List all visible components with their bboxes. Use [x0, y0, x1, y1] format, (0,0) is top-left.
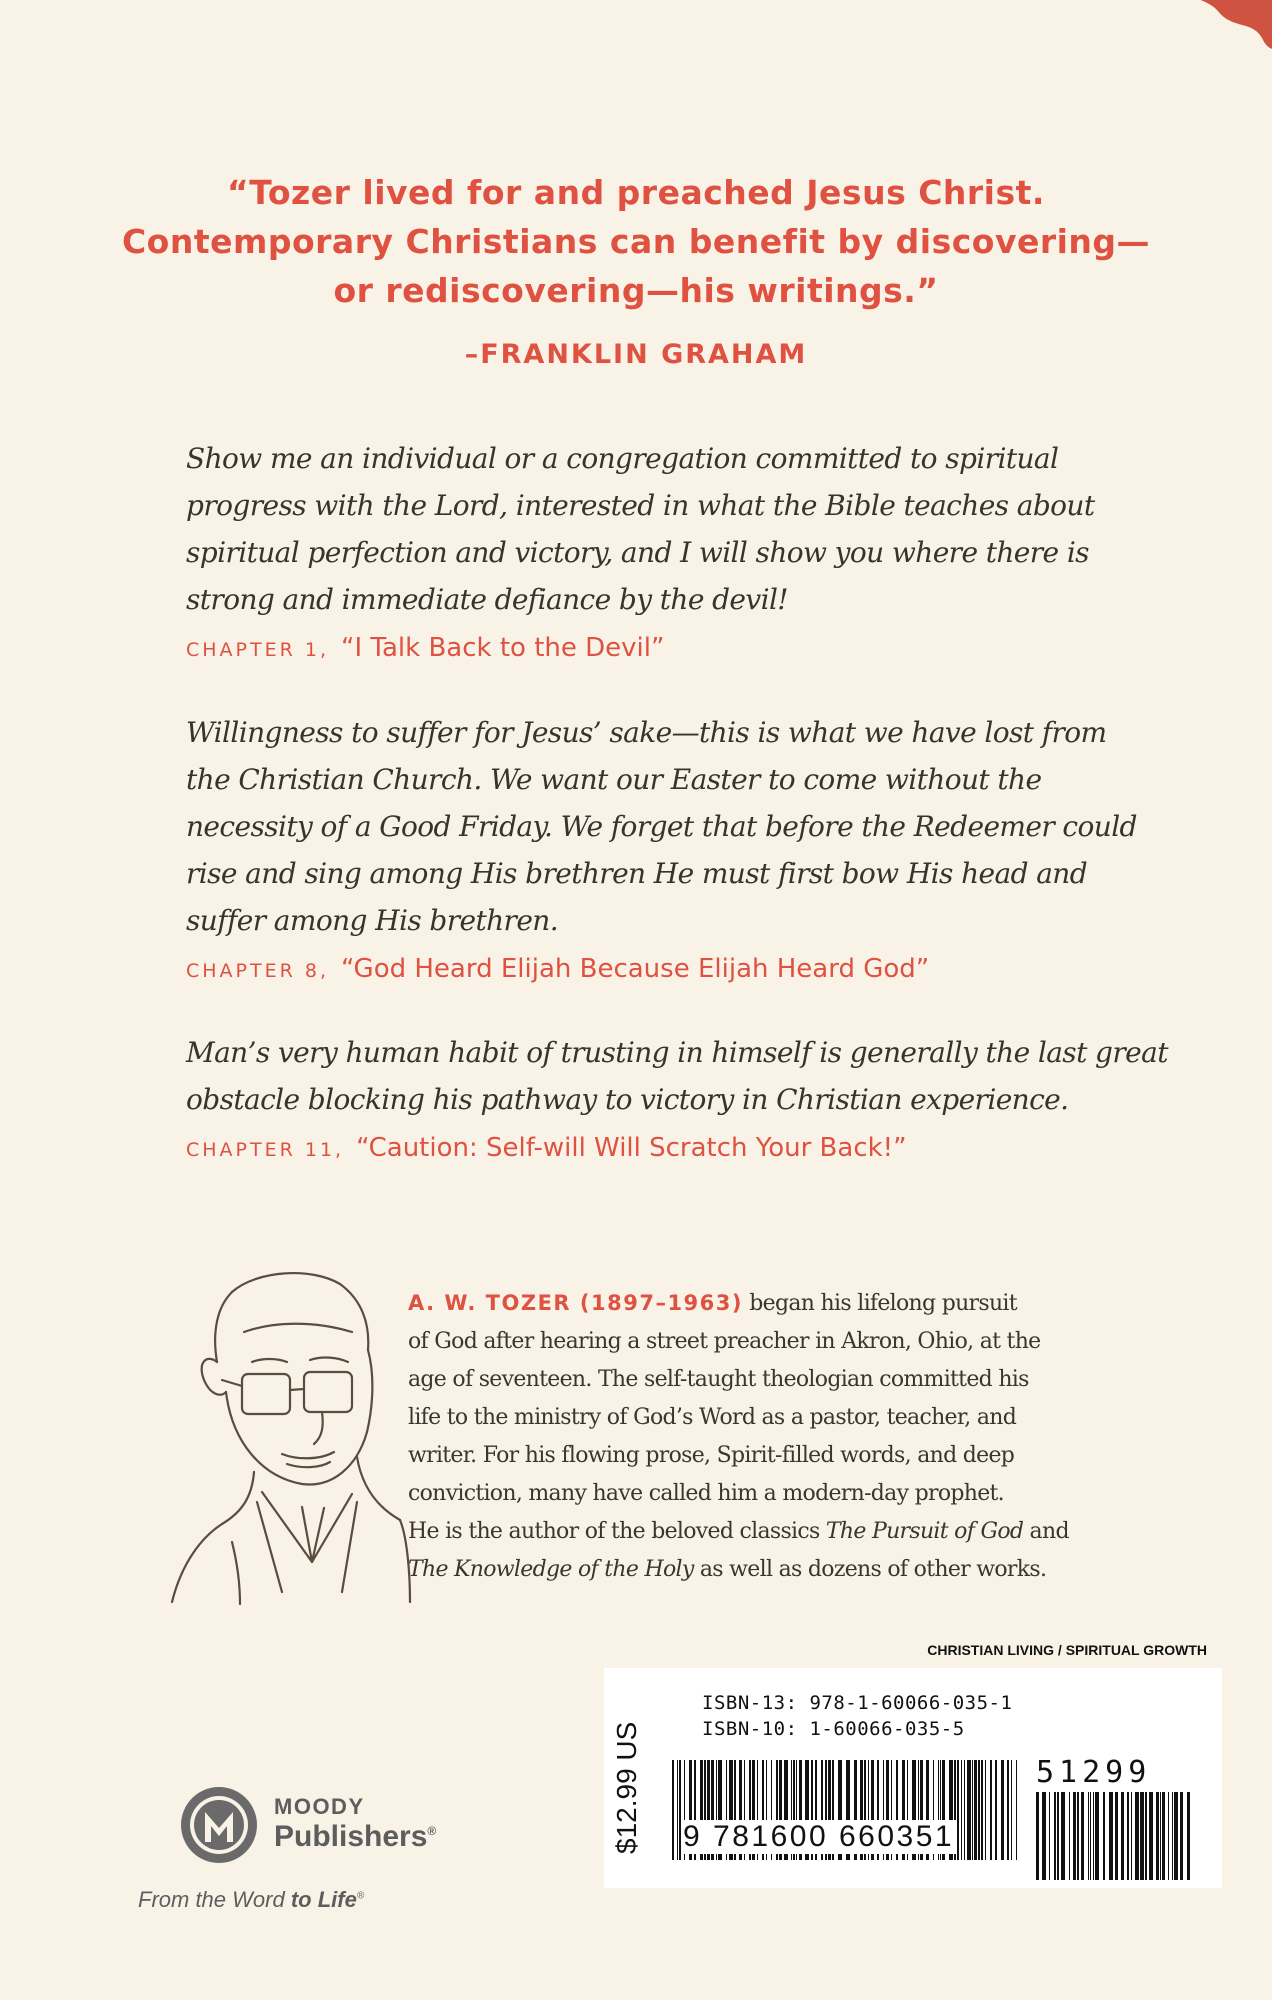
barcode-bar [1036, 1792, 1039, 1880]
barcode-bar [1168, 1792, 1169, 1880]
quote-attribution: –FRANKLIN GRAHAM [464, 339, 808, 370]
tozer-portrait-illustration [162, 1262, 412, 1607]
category-label: CHRISTIAN LIVING / SPIRITUAL GROWTH [927, 1642, 1207, 1658]
addon-barcode [1036, 1792, 1196, 1880]
publisher-tagline: From the Word to Life® [138, 1887, 365, 1912]
book-title: The Knowledge of the Holy [408, 1557, 694, 1582]
barcode-bar [1109, 1792, 1113, 1880]
excerpt-source [186, 633, 1126, 663]
barcode-bar [1095, 1792, 1099, 1880]
barcode-bar [1088, 1792, 1089, 1880]
barcode-bar [1121, 1792, 1124, 1880]
bio-text: as well as dozens of other works. [693, 1557, 1047, 1582]
excerpt-line: obstacle blocking his pathway to victory in Christian experience. [186, 1083, 1069, 1116]
barcode-bar [672, 1760, 674, 1860]
barcode-bar [974, 1760, 977, 1860]
barcode-bar [1007, 1760, 1009, 1860]
barcode-bar [1061, 1792, 1065, 1880]
barcode-bar [677, 1760, 678, 1860]
bio-line: conviction, many have called him a modern-day prophet. [408, 1481, 1004, 1506]
excerpt-line: strong and immediate defiance by the devil! [186, 583, 788, 616]
chapter-label: CHAPTER 1, [186, 639, 329, 661]
barcode-bar [1069, 1792, 1070, 1880]
barcode-bar [981, 1760, 983, 1860]
barcode-bar [1016, 1760, 1017, 1860]
barcode-bar [1054, 1792, 1056, 1880]
barcode-bar [1049, 1792, 1050, 1880]
excerpt-line: Man’s very human habit of trusting in himself is generally the last great [186, 1036, 1168, 1069]
excerpt-line: Show me an individual or a congregation committed to spiritual [186, 442, 1059, 475]
barcode-bar [995, 1760, 997, 1860]
excerpt-line: necessity of a Good Friday. We forget that before the Redeemer could [186, 810, 1137, 843]
barcode-bar [1172, 1792, 1173, 1880]
quote-line: “Tozer lived for and preached Jesus Christ. [227, 173, 1045, 212]
ean-digits: 9 781600 660351 [683, 1820, 955, 1853]
isbn-13: ISBN-13: 978-1-60066-035-1 [702, 1692, 1013, 1714]
price-label: $12.99 US [611, 1721, 642, 1854]
excerpt-line: rise and sing among His brethren He must first bow His head and [186, 857, 1088, 890]
author-bio [408, 1284, 1138, 1589]
book-title: The Pursuit of God [825, 1519, 1024, 1544]
excerpt-chapter-11 [186, 1029, 1168, 1163]
excerpt-line: spiritual perfection and victory, and I will show you where there is [186, 536, 1089, 569]
barcode-panel [604, 1668, 1222, 1888]
excerpt-line: the Christian Church. We want our Easter to come without the [186, 763, 1042, 796]
excerpt-source [186, 1133, 1126, 1163]
bio-line: of God after hearing a street preacher in Akron, Ohio, at the [408, 1329, 1041, 1354]
bio-text: He is the author of the beloved classics [408, 1519, 826, 1544]
barcode-bar [1156, 1792, 1159, 1880]
bio-line: writer. For his flowing prose, Spirit-filled words, and deep [408, 1443, 1015, 1468]
quote-line: or rediscovering—his writings.” [333, 271, 939, 310]
publisher-sub: Publishers® [274, 1820, 437, 1853]
barcode-bar [1127, 1792, 1129, 1880]
barcode-bar [972, 1760, 973, 1860]
excerpt-source [186, 954, 1126, 984]
publisher-name: MOODY [274, 1794, 365, 1819]
moody-m-icon [178, 1784, 260, 1866]
barcode-bar [1149, 1792, 1153, 1880]
bio-text: and [1023, 1519, 1069, 1544]
excerpt-line: suffer among His brethren. [186, 904, 559, 937]
barcode-bar [964, 1760, 965, 1860]
chapter-title: “God Heard Elijah Because Elijah Heard God” [341, 954, 930, 984]
barcode-bar [1042, 1792, 1046, 1880]
isbn-10: ISBN-10: 1-60066-035-5 [702, 1718, 965, 1740]
excerpt-line: Willingness to suffer for Jesus’ sake—this is what we have lost from [186, 716, 1107, 749]
chapter-title: “Caution: Self-will Will Scratch Your Back!” [356, 1133, 907, 1163]
barcode-bar [1160, 1792, 1161, 1880]
barcode-bar [1187, 1792, 1190, 1880]
price-addon-digits: 51299 [1036, 1755, 1152, 1790]
barcode-bar [1115, 1792, 1118, 1880]
barcode-bar [1135, 1792, 1139, 1880]
barcode-bar [1001, 1760, 1004, 1860]
bio-line: life to the ministry of God’s Word as a pastor, teacher, and [408, 1405, 1017, 1430]
chapter-title: “I Talk Back to the Devil” [341, 633, 665, 663]
barcode-bar [1103, 1792, 1105, 1880]
barcode-bar [1081, 1792, 1084, 1880]
excerpt-line: progress with the Lord, interested in what the Bible teaches about [186, 489, 1095, 522]
bio-text: began his lifelong pursuit [743, 1291, 1017, 1316]
barcode-bar [1077, 1792, 1079, 1880]
barcode-bar [1174, 1792, 1178, 1880]
barcode-bar [957, 1760, 959, 1860]
chapter-label: CHAPTER 11, [186, 1139, 345, 1161]
barcode-bar [967, 1760, 971, 1860]
barcode-bar [1090, 1792, 1091, 1880]
barcode-bar [1093, 1792, 1094, 1880]
barcode-bar [1145, 1792, 1147, 1880]
barcode-bar [1011, 1760, 1012, 1860]
quote-line: Contemporary Christians can benefit by discovering— [121, 222, 1151, 261]
barcode-bar [1057, 1792, 1059, 1880]
barcode-bar [978, 1760, 980, 1860]
barcode-bar [990, 1760, 992, 1860]
barcode-bar [1140, 1792, 1144, 1880]
barcode-bar [985, 1760, 986, 1860]
barcode-bar [1131, 1792, 1132, 1880]
barcode-bar [1180, 1792, 1183, 1880]
bio-line: age of seventeen. The self-taught theologian committed his [408, 1367, 1029, 1392]
ink-splash-decoration [1112, 0, 1272, 70]
barcode-bar [1073, 1792, 1076, 1880]
excerpt-chapter-8 [186, 709, 1137, 984]
endorsement-quote [0, 168, 1272, 315]
excerpt-chapter-1 [186, 435, 1126, 663]
author-name: A. W. TOZER (1897–1963) [408, 1291, 743, 1315]
chapter-label: CHAPTER 8, [186, 960, 329, 982]
barcode-bar [1162, 1792, 1165, 1880]
barcode-bar [961, 1760, 962, 1860]
